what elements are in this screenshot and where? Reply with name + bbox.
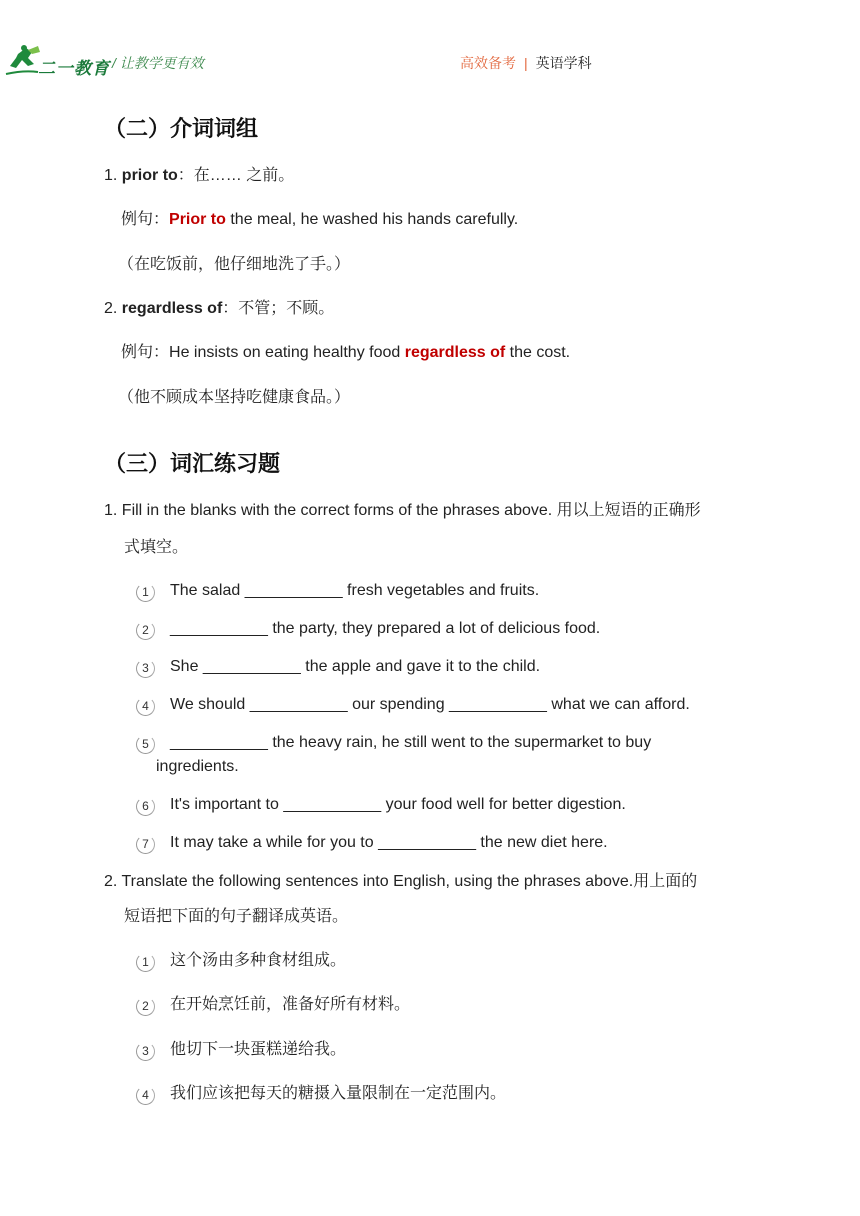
question-2-line-1	[104, 871, 697, 893]
phrase-term: prior to	[121, 167, 178, 184]
exercise-item: She ___________ the apple and gave it to the child.	[170, 658, 541, 675]
highlighted-phrase: regardless of	[404, 344, 506, 361]
exercise-item: It's important to ___________ your food well for better digestion.	[170, 796, 626, 813]
item-number: 1.	[104, 167, 118, 184]
circled-number: 7	[136, 835, 155, 854]
circled-number: 3	[136, 1042, 155, 1061]
exercise-item: We should ___________ our spending ___________ what we can afford.	[170, 696, 690, 713]
example-sentence-1	[121, 209, 518, 231]
header-slogan: / 让教学更有效	[112, 55, 204, 71]
slogan-text: 让教学更有效	[119, 55, 204, 71]
example-pre: He insists on eating healthy food	[169, 344, 405, 361]
translation-1: （在吃饭前，他仔细地洗了手。）	[118, 256, 351, 273]
section-title-prepositional-phrases: （二）介词词组	[104, 116, 259, 141]
translation-item: 这个汤由多种食材组成。	[170, 952, 347, 969]
circled-number: 1	[136, 953, 155, 972]
example-rest: the meal, he washed his hands carefully.	[225, 211, 519, 228]
question-number: 1.	[104, 502, 118, 519]
example-sentence-2	[121, 342, 570, 364]
circled-number: 6	[136, 797, 155, 816]
example-prefix: 例句：	[121, 211, 170, 228]
question-1-line-1	[104, 500, 701, 522]
page-header	[0, 0, 860, 110]
example-rest: the cost.	[505, 344, 571, 361]
translation-item: 他切下一块蛋糕递给我。	[170, 1041, 347, 1058]
phrase-item-2	[104, 298, 334, 320]
circled-number: 3	[136, 659, 155, 678]
example-prefix: 例句：	[121, 344, 170, 361]
question-2-line-2: 短语把下面的句子翻译成英语。	[124, 908, 349, 925]
exercise-item: ___________ the heavy rain, he still went to the supermarket to buy	[170, 734, 652, 751]
translation-item: 在开始烹饪前，准备好所有材料。	[170, 996, 411, 1013]
exercise-item-continued: ingredients.	[156, 758, 239, 775]
question-text: Fill in the blanks with the correct forms of the phrases above. 用以上短语的正确形	[121, 502, 701, 519]
exercise-item: ___________ the party, they prepared a lot of delicious food.	[170, 620, 601, 637]
phrase-term: regardless of	[121, 300, 223, 317]
question-1-line-2: 式填空。	[124, 539, 189, 556]
header-separator: |	[524, 55, 528, 71]
translation-2: （他不顾成本坚持吃健康食品。）	[118, 389, 351, 406]
exercise-item: The salad ___________ fresh vegetables and fruits.	[170, 582, 540, 599]
phrase-meaning: ：不管；不顾。	[222, 300, 335, 317]
circled-number: 5	[136, 735, 155, 754]
question-number: 2.	[104, 873, 118, 890]
item-number: 2.	[104, 300, 118, 317]
highlighted-phrase: Prior to	[169, 211, 226, 228]
translation-item: 我们应该把每天的糖摄入量限制在一定范围内。	[170, 1085, 507, 1102]
question-text: Translate the following sentences into English, using the phrases above.用上面的	[121, 873, 698, 890]
header-tag-subject: 英语学科	[535, 55, 592, 71]
exercise-item: It may take a while for you to ___________ the new diet here.	[170, 834, 608, 851]
circled-number: 2	[136, 997, 155, 1016]
phrase-meaning: ：在…… 之前。	[177, 167, 295, 184]
circled-number: 1	[136, 583, 155, 602]
logo-text: 二一教育	[38, 59, 110, 78]
section-title-vocabulary-exercises: （三）词汇练习题	[104, 451, 281, 476]
circled-number: 4	[136, 1086, 155, 1105]
circled-number: 4	[136, 697, 155, 716]
phrase-item-1	[104, 165, 294, 187]
header-right	[460, 53, 592, 73]
circled-number: 2	[136, 621, 155, 640]
header-tag-exam: 高效备考	[460, 55, 516, 71]
